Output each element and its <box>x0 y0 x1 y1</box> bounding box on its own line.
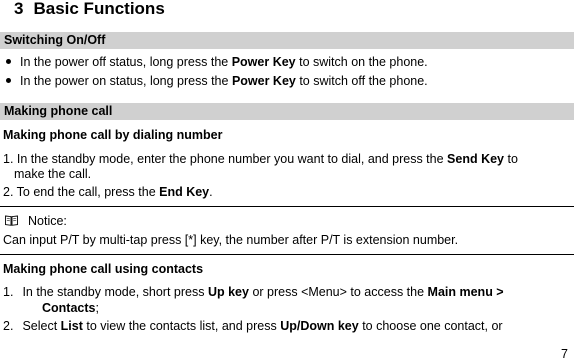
chapter-title <box>14 0 165 19</box>
chapter-number: 3 <box>14 0 24 18</box>
step-contacts-1: 1. In the standby mode, short press Up key or press <Menu> to access the Main menu > <box>3 285 504 299</box>
notice-text: Can input P/T by multi-tap press [*] key, the number after P/T is extension number. <box>3 233 459 247</box>
section-header-making-call <box>0 103 574 120</box>
bullet-icon <box>6 59 11 64</box>
subheading-contacts: Making phone call using contacts <box>3 262 204 276</box>
notice-bottom-rule <box>0 254 574 255</box>
section-heading-switching: Switching On/Off <box>4 33 106 47</box>
bullet-icon <box>6 78 11 83</box>
subheading-dialing: Making phone call by dialing number <box>3 128 223 142</box>
book-icon <box>5 215 18 226</box>
section-heading-making-call: Making phone call <box>4 104 113 118</box>
step-dialing-2: 2. To end the call, press the End Key. <box>3 185 213 199</box>
notice-label <box>5 214 67 228</box>
chapter-title-text: Basic Functions <box>33 0 165 18</box>
step-contacts-1-cont: Contacts; <box>42 301 99 315</box>
list-item: In the power on status, long press the Power Key to switch off the phone. <box>6 74 428 88</box>
section-header-switching <box>0 32 574 49</box>
step-dialing-1-cont: make the call. <box>14 167 92 181</box>
notice-top-rule <box>0 206 574 207</box>
step-contacts-2: 2. Select List to view the contacts list, and press Up/Down key to choose one contact, or <box>3 319 503 333</box>
list-item: In the power off status, long press the Power Key to switch on the phone. <box>6 55 428 69</box>
notice-label-text: Notice: <box>28 214 67 228</box>
step-dialing-1: 1. In the standby mode, enter the phone number you want to dial, and press the Send Key to <box>3 152 518 166</box>
page-number: 7 <box>561 347 568 361</box>
